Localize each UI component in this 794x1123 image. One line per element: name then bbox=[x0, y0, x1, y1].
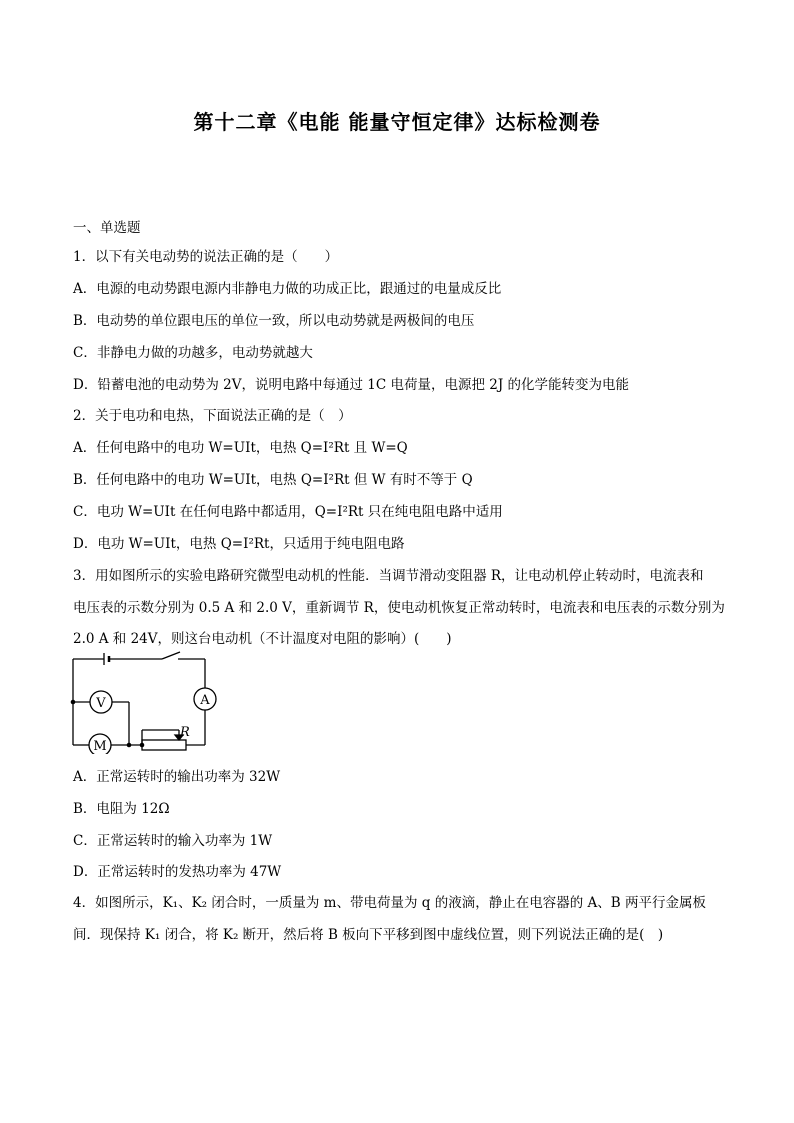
switch-lever bbox=[162, 652, 180, 659]
q1-stem: 1．以下有关电动势的说法正确的是（ ） bbox=[73, 249, 339, 265]
page-title: 第十二章《电能 能量守恒定律》达标检测卷 bbox=[193, 110, 601, 134]
section-heading: 一、单选题 bbox=[73, 220, 141, 236]
q2-stem: 2．关于电功和电热，下面说法正确的是（ ） bbox=[73, 408, 352, 424]
q2-option-b: B．任何电路中的电功 W=UIt，电热 Q=I²Rt 但 W 有时不等于 Q bbox=[73, 472, 473, 488]
q2-option-d: D．电功 W=UIt，电热 Q=I²Rt，只适用于纯电阻电路 bbox=[73, 536, 405, 552]
q3-stem-line1: 3．用如图所示的实验电路研究微型电动机的性能．当调节滑动变阻器 R，让电动机停止转动时，电流表和 bbox=[73, 568, 704, 584]
q1-option-c: C．非静电力做的功越多，电动势就越大 bbox=[73, 345, 313, 361]
circuit-diagram bbox=[68, 650, 220, 754]
q1-option-b: B．电动势的单位跟电压的单位一致，所以电动势就是两极间的电压 bbox=[73, 313, 475, 329]
q3-option-d: D．正常运转时的发热功率为 47W bbox=[73, 864, 282, 880]
q2-option-c: C．电功 W=UIt 在任何电路中都适用，Q=I²Rt 只在纯电阻电路中适用 bbox=[73, 504, 503, 520]
motor-label: M bbox=[93, 739, 107, 754]
q1-option-d: D．铅蓄电池的电动势为 2V，说明电路中每通过 1C 电荷量，电源把 2J 的化学能转变为电能 bbox=[73, 377, 630, 393]
rheostat-body bbox=[142, 740, 186, 750]
q3-stem-line2: 电压表的示数分别为 0.5 A 和 2.0 V，重新调节 R，使电动机恢复正常动转时，电流表和电压表的示数分别为 bbox=[73, 600, 725, 616]
q4-stem-line2: 间．现保持 K₁ 闭合，将 K₂ 断开，然后将 B 板向下平移到图中虚线位置，则下列说法正确的是( ) bbox=[73, 927, 664, 943]
q3-option-a: A．正常运转时的输出功率为 32W bbox=[73, 769, 281, 785]
q2-option-a: A．任何电路中的电功 W=UIt，电热 Q=I²Rt 且 W=Q bbox=[73, 440, 408, 456]
q3-stem-line3: 2.0 A 和 24V，则这台电动机（不计温度对电阻的影响）( ) bbox=[73, 631, 452, 647]
ammeter-label: A bbox=[200, 693, 210, 708]
q3-option-c: C．正常运转时的输入功率为 1W bbox=[73, 833, 273, 849]
q3-option-b: B．电阻为 12Ω bbox=[73, 801, 170, 817]
q4-stem-line1: 4．如图所示，K₁、K₂ 闭合时，一质量为 m、带电荷量为 q 的液滴，静止在电容器的 A、B 两平行金属板 bbox=[73, 895, 706, 911]
voltmeter-label: V bbox=[96, 696, 106, 711]
rheostat-label: R bbox=[180, 725, 190, 740]
q1-option-a: A．电源的电动势跟电源内非静电力做的功成正比，跟通过的电量成反比 bbox=[73, 281, 502, 297]
